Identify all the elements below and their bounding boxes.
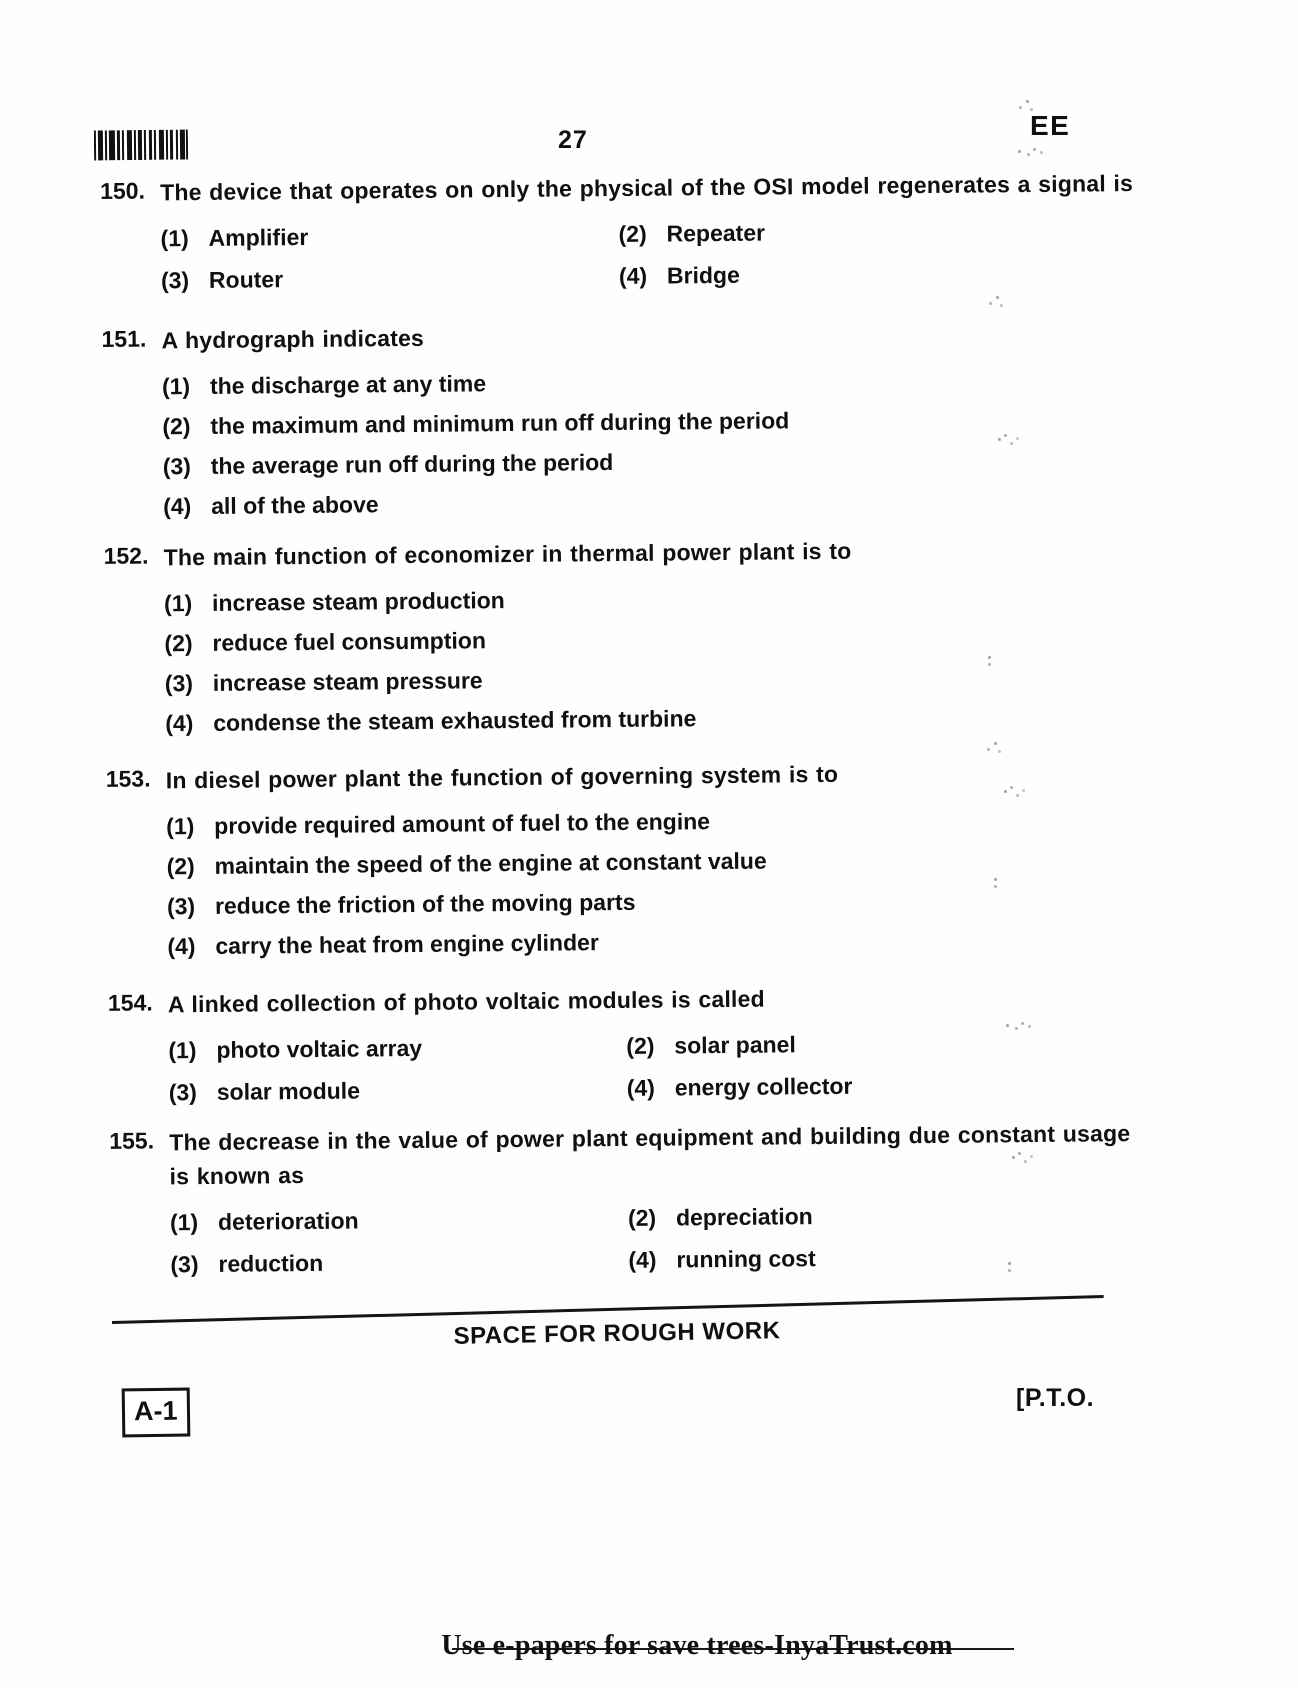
question-150: [95, 168, 1181, 296]
question-text: A linked collection of photo voltaic modules is called: [167, 985, 765, 1018]
option-4: [165, 699, 1185, 739]
option-label: maintain the speed of the engine at constant value: [214, 847, 767, 879]
option-label: solar panel: [674, 1031, 796, 1059]
question-151: [96, 316, 1183, 532]
scan-artifact: [1004, 790, 1007, 793]
option-number: (3): [162, 453, 192, 480]
scan-artifact: [1006, 1024, 1009, 1027]
question-154: [103, 980, 1189, 1108]
question-text: In diesel power plant the function of governing system is to: [165, 760, 839, 794]
question-number: 150.: [99, 177, 146, 204]
option-2: [164, 619, 1184, 659]
option-number: (2): [164, 630, 193, 657]
option-1: [160, 219, 618, 253]
option-number: (2): [166, 853, 195, 880]
option-2: [618, 214, 1180, 249]
option-number: (1): [169, 1209, 199, 1236]
option-4: [619, 256, 1181, 291]
option-label: provide required amount of fuel to the engine: [214, 808, 711, 839]
option-number: (3): [164, 670, 194, 697]
options-list: [162, 362, 1183, 522]
option-4: [627, 1068, 1189, 1103]
option-2: [628, 1198, 1190, 1233]
option-label: reduction: [218, 1249, 324, 1277]
barcode: [94, 130, 188, 161]
scan-artifact: [1012, 1156, 1015, 1159]
footer-text: Use e-papers for save trees-InyaTrust.com: [441, 1630, 953, 1661]
option-3: [163, 442, 1183, 482]
option-label: the maximum and minimum run off during the period: [210, 407, 790, 439]
question-text-line2: is known as: [169, 1162, 305, 1190]
scan-artifact: [1026, 100, 1029, 103]
option-3: [161, 261, 619, 295]
option-3: [169, 1073, 627, 1107]
question-number: 154.: [107, 989, 153, 1016]
option-number: (2): [626, 1032, 655, 1059]
option-label: reduce the friction of the moving parts: [214, 888, 636, 919]
question-text: The main function of economizer in thermal power plant is to: [163, 537, 852, 571]
option-number: (2): [627, 1204, 657, 1231]
scan-artifact: [998, 438, 1001, 441]
question-153: [101, 756, 1188, 972]
option-3: [170, 1245, 628, 1279]
option-number: (3): [166, 893, 196, 920]
option-label: all of the above: [211, 491, 379, 519]
page-number: 27: [558, 126, 588, 154]
option-label: energy collector: [674, 1072, 853, 1101]
scan-artifact: [996, 296, 999, 299]
option-label: depreciation: [675, 1203, 813, 1231]
option-number: (1): [161, 373, 191, 400]
option-number: (3): [170, 1251, 199, 1278]
option-label: increase steam production: [211, 587, 505, 616]
scan-artifact: [988, 656, 991, 659]
option-1: [162, 362, 1182, 402]
option-number: (4): [628, 1246, 657, 1273]
option-number: (1): [163, 590, 193, 617]
pto-label: [P.T.O.: [1016, 1384, 1095, 1412]
question-152: [99, 533, 1186, 749]
question-text: A hydrograph indicates: [161, 324, 425, 354]
question-number: 152.: [103, 542, 149, 569]
option-number: (4): [618, 262, 648, 289]
scan-artifact: [1018, 150, 1021, 153]
options-list: [170, 1198, 1191, 1280]
scan-artifact: [994, 878, 997, 881]
questions-area: [95, 167, 1216, 1318]
scan-artifact: [1008, 1262, 1011, 1265]
option-label: increase steam pressure: [212, 667, 483, 696]
option-label: Router: [208, 266, 284, 293]
option-label: Amplifier: [208, 223, 309, 251]
option-label: carry the heat from engine cylinder: [215, 929, 599, 959]
question-text: The decrease in the value of power plant equipment and building due constant usage: [169, 1120, 1131, 1156]
option-4: [628, 1240, 1190, 1275]
option-number: (2): [618, 220, 647, 247]
option-label: the discharge at any time: [209, 370, 487, 399]
option-label: Repeater: [666, 219, 766, 247]
option-label: Bridge: [666, 261, 740, 289]
option-number: (4): [165, 710, 194, 737]
option-2: [626, 1026, 1188, 1061]
options-list: [160, 214, 1181, 296]
option-number: (4): [167, 933, 196, 960]
option-number: (3): [168, 1079, 198, 1106]
option-number: (3): [160, 267, 190, 294]
option-number: (1): [160, 225, 189, 252]
option-1: [164, 579, 1184, 619]
question-number: 155.: [109, 1127, 155, 1154]
question-155: [104, 1118, 1190, 1280]
question-number: 151.: [101, 325, 147, 352]
options-list: [164, 579, 1185, 739]
option-number: (1): [168, 1037, 197, 1064]
booklet-version-box: A-1: [122, 1388, 190, 1438]
option-3: [167, 882, 1187, 922]
option-label: running cost: [676, 1245, 816, 1273]
option-number: (4): [626, 1074, 656, 1101]
option-number: (4): [163, 493, 192, 520]
option-4: [163, 482, 1183, 522]
option-number: (2): [162, 413, 191, 440]
rough-work-heading: SPACE FOR ROUGH WORK: [453, 1317, 781, 1350]
option-1: [170, 1203, 628, 1237]
option-label: photo voltaic array: [216, 1034, 423, 1063]
scan-artifact: [994, 742, 997, 745]
question-number: 153.: [105, 765, 151, 792]
option-2: [162, 402, 1182, 442]
question-text: The device that operates on only the physical of the OSI model regenerates a signal is: [160, 170, 1134, 206]
option-label: solar module: [216, 1077, 361, 1105]
option-label: deterioration: [217, 1207, 359, 1235]
option-1: [166, 802, 1186, 842]
option-4: [167, 922, 1187, 962]
option-label: the average run off during the period: [210, 449, 614, 479]
subject-code: EE: [1030, 110, 1071, 141]
option-2: [166, 842, 1186, 882]
option-3: [165, 659, 1185, 699]
option-1: [168, 1031, 626, 1065]
options-list: [168, 1026, 1189, 1108]
option-number: (1): [166, 813, 195, 840]
option-label: reduce fuel consumption: [212, 627, 487, 656]
option-label: condense the steam exhausted from turbine: [213, 705, 697, 736]
options-list: [166, 802, 1187, 962]
